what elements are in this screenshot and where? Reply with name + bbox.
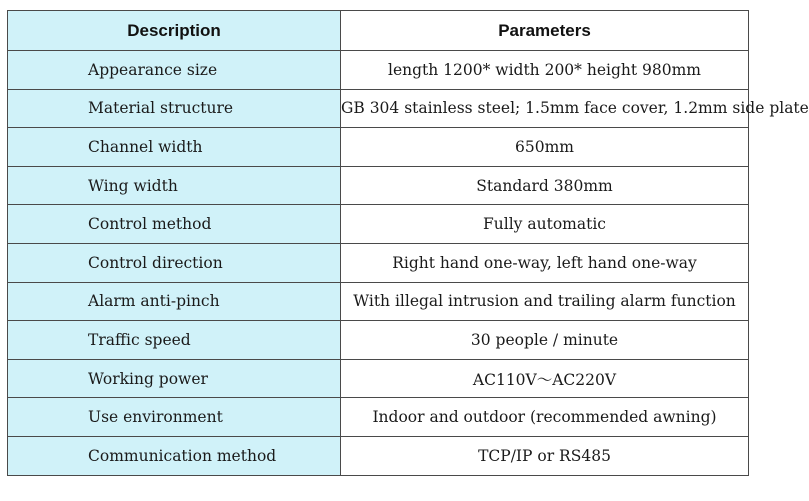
table-row bbox=[8, 51, 749, 90]
row-label: Communication method bbox=[8, 436, 341, 475]
table-row bbox=[8, 359, 749, 398]
row-label: Control direction bbox=[8, 243, 341, 282]
row-label: Working power bbox=[8, 359, 341, 398]
spec-table-container bbox=[7, 10, 809, 476]
row-value: GB 304 stainless steel; 1.5mm face cover, 1.2mm side plate bbox=[341, 89, 749, 128]
table-row bbox=[8, 243, 749, 282]
row-value: length 1200* width 200* height 980mm bbox=[341, 51, 749, 90]
row-value: AC110V～AC220V bbox=[341, 359, 749, 398]
row-label: Alarm anti-pinch bbox=[8, 282, 341, 321]
table-row bbox=[8, 282, 749, 321]
row-value: Indoor and outdoor (recommended awning) bbox=[341, 398, 749, 437]
row-value: TCP/IP or RS485 bbox=[341, 436, 749, 475]
table-row bbox=[8, 128, 749, 167]
row-label: Appearance size bbox=[8, 51, 341, 90]
row-value: 650mm bbox=[341, 128, 749, 167]
header-row bbox=[8, 11, 749, 51]
row-label: Control method bbox=[8, 205, 341, 244]
row-value: With illegal intrusion and trailing alarm function bbox=[341, 282, 749, 321]
specification-table bbox=[7, 10, 809, 476]
header-parameters: Parameters bbox=[341, 11, 749, 51]
row-label: Traffic speed bbox=[8, 321, 341, 360]
row-value: Fully automatic bbox=[341, 205, 749, 244]
row-value: Right hand one-way, left hand one-way bbox=[341, 243, 749, 282]
row-label: Use environment bbox=[8, 398, 341, 437]
row-label: Wing width bbox=[8, 166, 341, 205]
table-row bbox=[8, 321, 749, 360]
header-description: Description bbox=[8, 11, 341, 51]
row-label: Material structure bbox=[8, 89, 341, 128]
table-row bbox=[8, 398, 749, 437]
row-value: 30 people / minute bbox=[341, 321, 749, 360]
row-label: Channel width bbox=[8, 128, 341, 167]
table-row bbox=[8, 436, 749, 475]
row-value: Standard 380mm bbox=[341, 166, 749, 205]
table-row bbox=[8, 89, 749, 128]
table-row bbox=[8, 205, 749, 244]
table-row bbox=[8, 166, 749, 205]
